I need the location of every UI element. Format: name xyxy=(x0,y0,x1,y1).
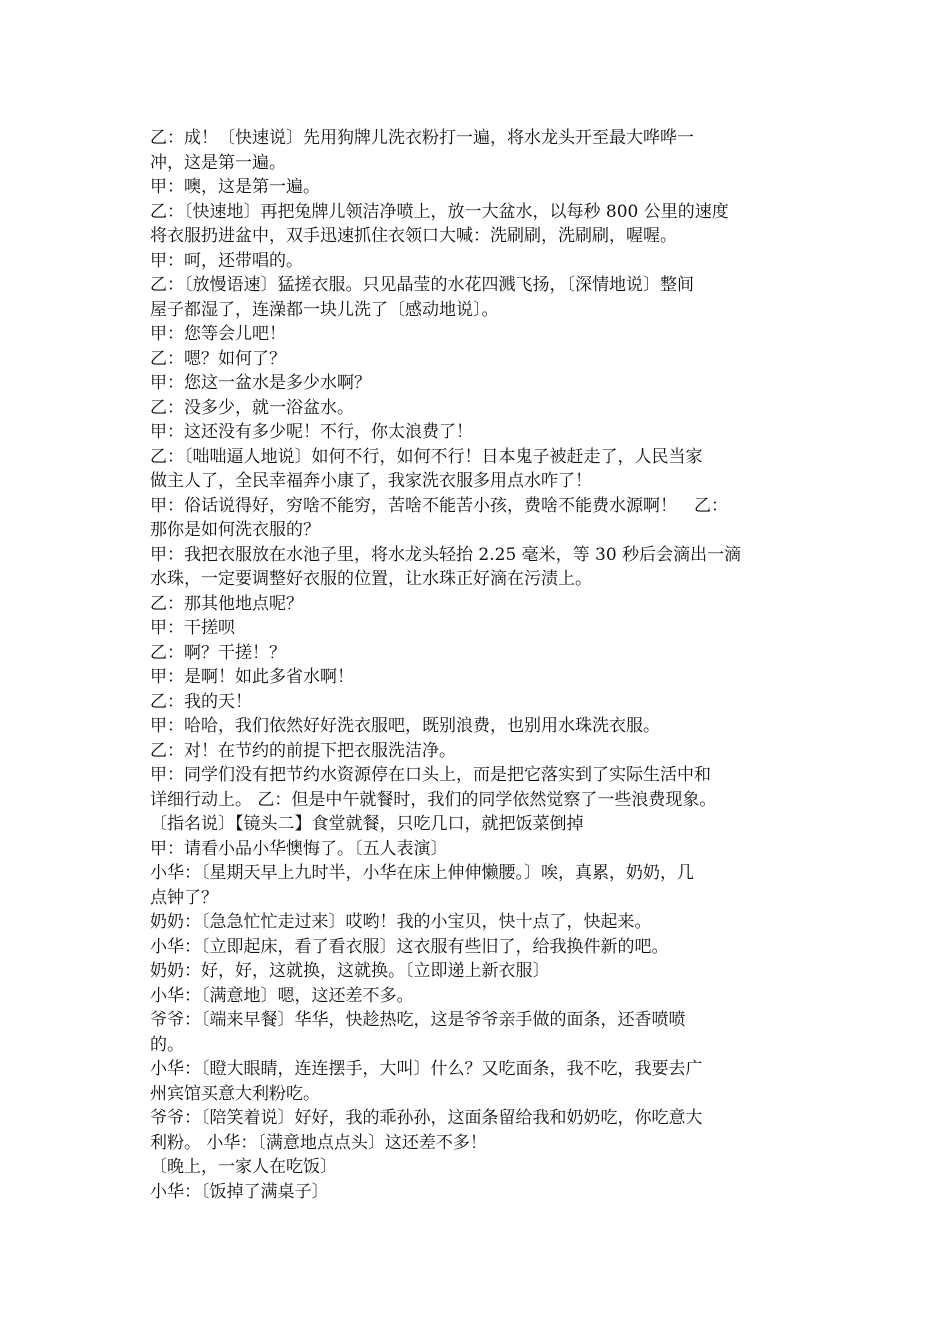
script-text xyxy=(150,126,810,1204)
text-line: 奶奶：〔急急忙忙走过来〕哎哟！我的小宝贝，快十点了，快起来。 xyxy=(150,912,652,932)
text-line: 利粉。 小华：〔满意地点点头〕这还差不多！ xyxy=(150,1132,487,1153)
text-line: 小华：〔满意地〕嗯，这还差不多。 xyxy=(150,985,414,1006)
text-line: 爷爷：〔陪笑着说〕好好，我的乖孙孙，这面条留给我和奶奶吃，你吃意大 xyxy=(150,1108,703,1128)
text-line: 甲：俗话说得好，穷啥不能穷，苦啥不能苦小孩，费啥不能费水源啊！ 乙： xyxy=(150,495,728,516)
text-line: 甲：这还没有多少呢！不行，你太浪费了！ xyxy=(150,422,473,442)
text-line: 乙：没多少，就一浴盆水。 xyxy=(150,397,354,418)
text-line: 甲：您这一盆水是多少水啊？ xyxy=(150,373,371,393)
text-line: 〔晚上，一家人在吃饭〕 xyxy=(150,1157,337,1177)
text-line: 甲：哈哈，我们依然好好洗衣服吧，既别浪费，也别用水珠洗衣服。 xyxy=(150,716,660,736)
text-line: 详细行动上。 乙：但是中午就餐时，我们的同学依然觉察了一些浪费现象。 xyxy=(150,789,717,810)
text-line: 甲：请看小品小华懊悔了。〔五人表演〕 xyxy=(150,838,448,859)
text-line: 甲：是啊！如此多省水啊！ xyxy=(150,667,354,687)
text-line: 乙：我的天！ xyxy=(150,691,252,712)
text-line: 将衣服扔进盆中，双手迅速抓住衣领口大喊：洗刷刷，洗刷刷，喔喔。 xyxy=(150,226,677,246)
text-line: 甲：呵，还带唱的。 xyxy=(150,250,303,271)
text-line: 的。 xyxy=(150,1034,184,1055)
text-line: 乙：对！在节约的前提下把衣服洗洁净。 xyxy=(150,740,456,761)
text-line: 那你是如何洗衣服的？ xyxy=(150,520,320,540)
text-line: 点钟了？ xyxy=(150,887,218,908)
text-line: 小华：〔星期天早上九时半，小华在床上伸伸懒腰。〕唉，真累，奶奶，几 xyxy=(150,863,694,883)
text-line: 乙：嗯？如何了？ xyxy=(150,348,286,369)
text-line: 乙：那其他地点呢？ xyxy=(150,593,303,614)
text-line: 冲，这是第一遍。 xyxy=(150,152,286,173)
text-line: 甲：噢，这是第一遍。 xyxy=(150,177,320,197)
text-line: 乙：〔咄咄逼人地说〕如何不行，如何不行！日本鬼子被赶走了，人民当家 xyxy=(150,446,703,467)
text-line: 小华：〔饭掉了满桌子〕 xyxy=(150,1181,329,1202)
text-line: 乙：啊？干搓！？ xyxy=(150,642,286,663)
text-line: 州宾馆买意大利粉吃。 xyxy=(150,1083,320,1104)
text-line: 屋子都湿了，连澡都一块儿洗了〔感动地说〕。 xyxy=(150,299,499,320)
text-line: 做主人了，全民幸福奔小康了，我家洗衣服多用点水咋了！ xyxy=(150,471,592,491)
text-line: 小华：〔立即起床，看了看衣服〕这衣服有些旧了，给我换件新的吧。 xyxy=(150,936,669,957)
text-line: 甲：您等会儿吧！ xyxy=(150,324,286,344)
text-line: 甲：干搓呗 xyxy=(150,618,235,638)
text-line: 奶奶：好，好，这就换，这就换。〔立即递上新衣服〕 xyxy=(150,961,550,981)
text-line: 乙：〔快速地〕再把兔牌儿领洁净喷上，放一大盆水，以每秒 800 公里的速度 xyxy=(150,201,729,222)
text-line: 甲：同学们没有把节约水资源停在口头上，而是把它落实到了实际生活中和 xyxy=(150,765,711,785)
text-line: 甲：我把衣服放在水池子里，将水龙头轻抬 2.25 毫米，等 30 秒后会滴出一滴 xyxy=(150,544,742,565)
text-line: 〔指名说〕【镜头二】食堂就餐，只吃几口，就把饭菜倒掉 xyxy=(150,814,584,834)
text-line: 小华：〔瞪大眼睛，连连摆手，大叫〕什么？又吃面条，我不吃，我要去广 xyxy=(150,1059,703,1079)
text-line: 水珠，一定要调整好衣服的位置，让水珠正好滴在污渍上。 xyxy=(150,569,592,589)
text-line: 乙：成！〔快速说〕先用狗牌儿洗衣粉打一遍，将水龙头开至最大哗哗一 xyxy=(150,128,694,148)
text-line: 乙：〔放慢语速〕猛搓衣服。只见晶莹的水花四溅飞扬，〔深情地说〕整间 xyxy=(150,275,694,295)
text-line: 爷爷：〔端来早餐〕华华，快趁热吃，这是爷爷亲手做的面条，还香喷喷 xyxy=(150,1010,686,1030)
